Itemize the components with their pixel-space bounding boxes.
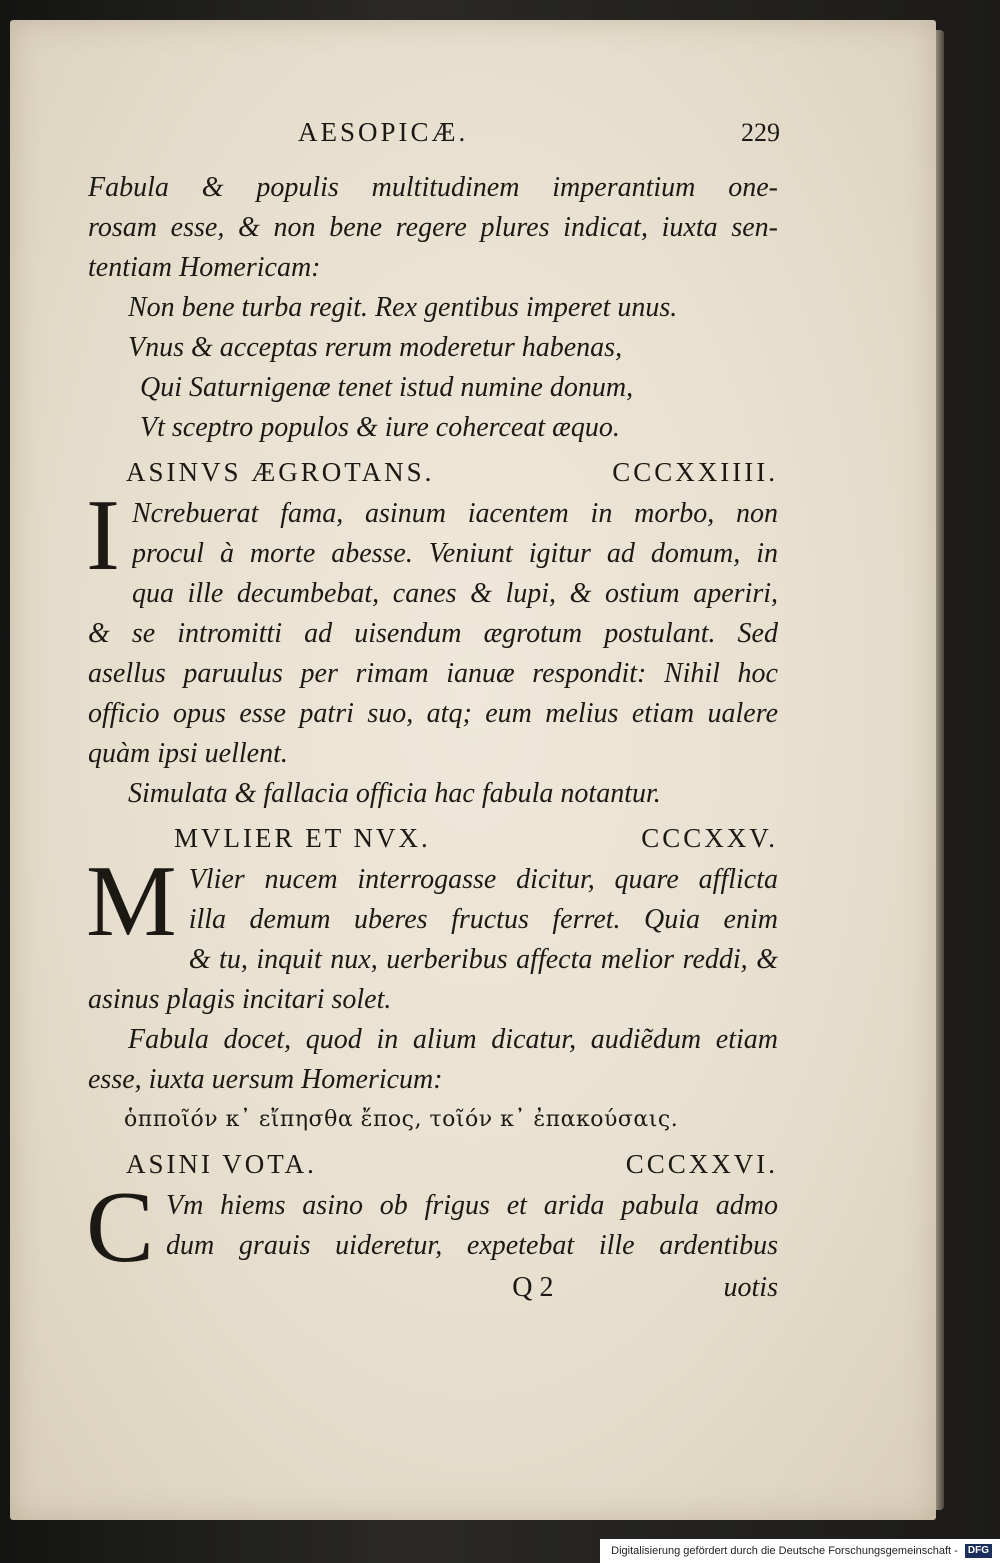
- fable-heading: [88, 452, 778, 494]
- fable-moral: Fabula docet, quod in alium dicatur, audiẽdum etiam: [128, 1024, 778, 1055]
- fable-number: CCCXXV.: [641, 823, 778, 853]
- digitization-credit: [600, 1539, 1000, 1563]
- credit-text: Digitalisierung gefördert durch die Deutsche Forschungsgemeinschaft -: [611, 1545, 958, 1557]
- fable-text: [86, 1171, 778, 1284]
- text-line: Fabula & populis multitudinem imperantium one-: [88, 172, 778, 203]
- page-foot: [166, 1268, 778, 1312]
- drop-capital: M: [86, 845, 177, 958]
- text-line: asinus plagis incitari solet.: [88, 984, 392, 1015]
- page-number: 229: [741, 118, 780, 147]
- fable-heading: [88, 818, 778, 860]
- fable-title: ASINVS ÆGROTANS.: [126, 457, 435, 487]
- text-line: Vlier nucem interrogasse dicitur, quare afflicta: [188, 864, 778, 895]
- text-line: dum grauis uideretur, expetebat ille ardentibus: [166, 1230, 778, 1261]
- text-line: asellus paruulus per rimam ianuæ respondit: Nihil hoc: [88, 658, 778, 689]
- greek-verse: ὁπποῖόν κ᾽ εἴπησθα ἔπος, τοῖόν κ᾽ ἐπακούσαις.: [124, 1107, 679, 1132]
- text-line: Ncrebuerat fama, asinum iacentem in morbo, non: [131, 498, 778, 529]
- drop-capital: C: [86, 1171, 155, 1284]
- dfg-logo-icon: DFG: [965, 1544, 992, 1558]
- drop-capital: I: [86, 479, 120, 592]
- page-text: [88, 112, 778, 1312]
- fable-moral: esse, iuxta uersum Homericum:: [88, 1064, 443, 1095]
- verse-line: Vnus & acceptas rerum moderetur habenas,: [128, 332, 623, 363]
- text-line: & tu, inquit nux, uerberibus affecta melior reddi, &: [188, 944, 778, 975]
- text-line: Vm hiems asino ob frigus et arida pabula admo: [166, 1190, 778, 1221]
- fable-moral: Simulata & fallacia officia hac fabula notantur.: [128, 778, 661, 809]
- fable-text: [86, 479, 778, 774]
- page-header: [88, 112, 778, 168]
- fable-title: ASINI VOTA.: [126, 1149, 317, 1179]
- signature-mark: Q 2: [512, 1272, 554, 1303]
- verse-line: Vt sceptro populos & iure coherceat æquo.: [140, 412, 620, 443]
- text-line: rosam esse, & non bene regere plures indicat, iuxta sen-: [88, 212, 778, 243]
- fable-number: CCCXXVI.: [625, 1149, 778, 1179]
- text-line: illa demum uberes fructus ferret. Quia enim: [188, 904, 778, 935]
- fable-heading: [88, 1144, 778, 1186]
- text-line: tentiam Homericam:: [88, 252, 321, 283]
- text-line: officio opus esse patri suo, atq; eum melius etiam ualere: [88, 698, 778, 729]
- text-line: quàm ipsi uellent.: [88, 738, 288, 769]
- text-line: & se intromitti ad uisendum ægrotum postulant. Sed: [88, 618, 778, 649]
- text-line: procul à morte abesse. Veniunt igitur ad domum, in: [131, 538, 778, 569]
- running-title: AESOPICÆ.: [298, 117, 469, 147]
- verse-line: Qui Saturnigenæ tenet istud numine donum,: [140, 372, 634, 403]
- verse-line: Non bene turba regit. Rex gentibus imperet unus.: [128, 292, 678, 323]
- book-page: [10, 20, 936, 1520]
- fable-number: CCCXXIIII.: [612, 457, 778, 487]
- text-line: qua ille decumbebat, canes & lupi, & ostium aperiri,: [131, 578, 778, 609]
- fable-text: [86, 845, 778, 1020]
- fable-title: MVLIER ET NVX.: [174, 823, 431, 853]
- catchword: uotis: [723, 1272, 778, 1303]
